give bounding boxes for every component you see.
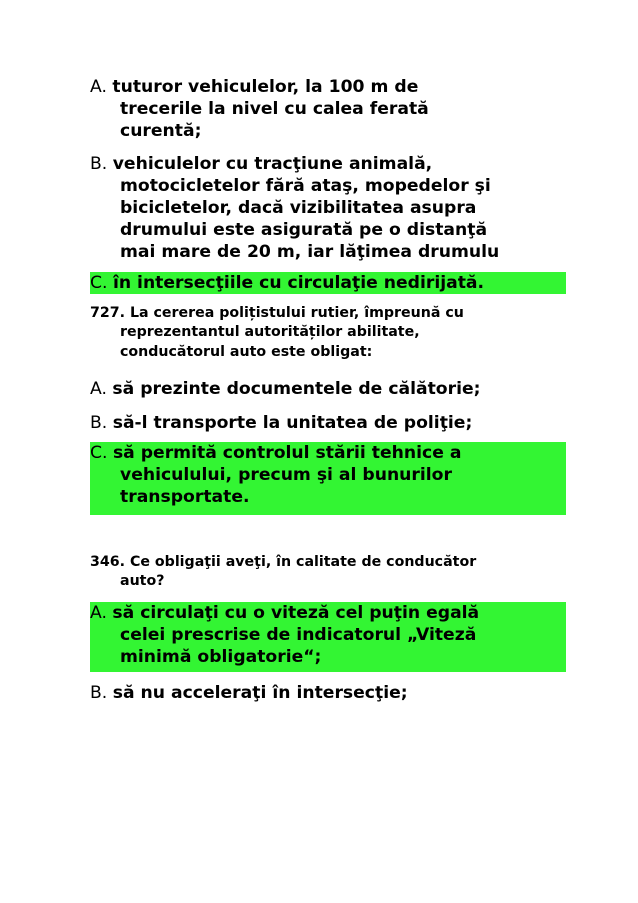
answer-letter: C. [90,443,113,464]
answer-letter: B. [90,683,113,704]
answer-text: să-l transporte la unitatea de poliţie; [112,412,473,433]
answer-b-animal-traction [90,153,566,264]
answer-c-technical-control-highlighted [90,442,566,515]
answer-letter: B. [90,153,113,174]
answer-letter: A. [90,77,113,97]
question-727: 727. La cererea polițistului rutier, împreună cu reprezentantul autorităților abilitate, conducătorul auto este obligat: [90,304,464,361]
answer-a-minimum-speed-highlighted [90,602,566,673]
answer-text: să nu acceleraţi în intersecţie; [112,683,408,704]
answer-text: să prezinte documentele de călătorie; [112,378,481,399]
answer-b-no-acceleration [90,682,566,704]
answer-letter: C. [90,272,113,293]
answer-b-police-unit [90,412,566,434]
answer-letter: B. [90,412,113,433]
answer-a-travel-documents [90,378,566,400]
answer-letter: A. [90,602,113,623]
answer-a-vehicles-railway [90,76,566,143]
answer-text: vehiculelor cu tracţiune animală, motocicletelor fără ataş, mopedelor şi bicicletelor, dacă vizibilitatea asupra drumului este asigurată pe o distanţă mai mare de 20 m, iar lăţimea drumulu [112,153,500,263]
answer-text: tuturor vehiculelor, la 100 m de trecerile la nivel cu calea ferată curentă; [112,77,429,142]
answer-text: să circulaţi cu o viteză cel puţin egală celei prescrise de indicatorul „Viteză minimă obligatorie“; [112,602,480,668]
document-page [90,76,566,705]
answer-c-intersections-highlighted [90,272,566,294]
question-346: 346. Ce obligaţii aveţi, în calitate de conducător auto? [90,553,477,590]
answer-text: în intersecţiile cu circulaţie nedirijată. [112,272,485,293]
answer-letter: A. [90,378,113,399]
answer-text: să permită controlul stării tehnice a vehiculului, precum şi al bunurilor transportate. [112,443,462,508]
